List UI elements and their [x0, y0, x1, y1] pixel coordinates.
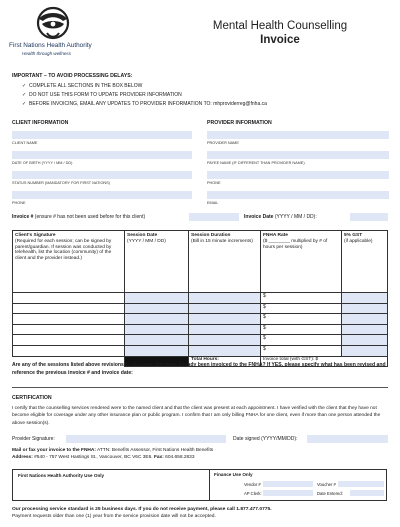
rate-cell[interactable]: $	[261, 303, 342, 314]
duration-cell[interactable]	[189, 314, 261, 325]
dob-label: DATE OF BIRTH (YYYY / MM / DD)	[12, 161, 73, 165]
important-item-text: BEFORE INVOICING, EMAIL ANY UPDATES TO PROVIDER INFORMATION TO: mhproviderreg@fnha.ca	[29, 101, 267, 107]
signature-cell[interactable]	[13, 345, 125, 356]
date-entered-field[interactable]	[350, 490, 384, 496]
vendor-label: Vendor #	[244, 482, 261, 487]
checkmark-icon: ✓	[22, 101, 27, 107]
date-cell[interactable]	[125, 345, 189, 356]
mail-line	[12, 447, 392, 454]
col-session-duration: Session Duration (Bill in 15 minute increments)	[189, 231, 261, 293]
mail-instructions	[12, 447, 392, 461]
date-cell[interactable]	[125, 335, 189, 346]
gst-cell[interactable]	[342, 314, 388, 325]
invoice-date-field[interactable]	[350, 213, 388, 221]
address-line	[12, 454, 392, 461]
signature-cell[interactable]	[13, 293, 125, 304]
org-tagline: Health through wellness	[22, 51, 72, 56]
col-fnha-rate: FNHA Rate ($ ________ multiplied by # of hours per session)	[261, 231, 342, 293]
finance-use-heading: Finance Use Only	[214, 472, 253, 477]
provider-phone-label: PHONE	[207, 181, 221, 185]
org-name: First Nations Health Authority	[9, 42, 92, 49]
important-item	[22, 92, 182, 98]
revisions-answer-line[interactable]	[12, 380, 388, 388]
duration-cell[interactable]	[189, 303, 261, 314]
table-header-row	[13, 231, 388, 293]
dob-field[interactable]	[12, 151, 192, 159]
ap-clerk-label: AP Clerk:	[244, 491, 262, 496]
certification-text: I certify that the counselling services rendered were to the named client and that the client was present at each appointment. I have verified with the client that they have not become eligible for coverage under any other insurance plan or public program. I confirm that I am only billing FNHA for one client, even if more than one person attended the above session(s).	[12, 406, 381, 426]
mail-line-bold: Mail or fax your invoice to the FNHA:	[12, 448, 96, 453]
fnha-use-heading: First Nations Health Authority Use Only	[18, 473, 105, 478]
invoice-date-label: Invoice Date (YYYY / MM / DD):	[244, 214, 317, 220]
important-item	[22, 101, 267, 107]
payee-name-field[interactable]	[207, 151, 389, 159]
gst-cell[interactable]	[342, 335, 388, 346]
duration-cell[interactable]	[189, 324, 261, 335]
total-hours-label: Total Hours:	[189, 356, 261, 367]
invoice-number-field[interactable]	[189, 213, 239, 221]
table-row	[13, 303, 388, 314]
invoice-number-label: Invoice # (ensure # has not been used before for this client)	[12, 214, 146, 220]
ap-clerk-field[interactable]	[263, 490, 313, 496]
important-item	[22, 83, 142, 89]
rate-cell[interactable]: $	[261, 324, 342, 335]
form-subtitle: Invoice	[260, 34, 300, 46]
signature-cell[interactable]	[13, 303, 125, 314]
important-heading: IMPORTANT – TO AVOID PROCESSING DELAYS:	[12, 73, 133, 79]
status-number-field[interactable]	[12, 171, 192, 179]
important-item-text: COMPLETE ALL SECTIONS IN THE BOX BELOW	[29, 83, 143, 89]
duration-cell[interactable]	[189, 335, 261, 346]
checkmark-icon: ✓	[22, 83, 27, 89]
date-cell[interactable]	[125, 324, 189, 335]
table-row	[13, 293, 388, 304]
provider-info-heading: PROVIDER INFORMATION	[207, 120, 272, 126]
table-row	[13, 335, 388, 346]
client-info-heading: CLIENT INFORMATION	[12, 120, 69, 126]
client-phone-field[interactable]	[12, 191, 192, 199]
gst-cell[interactable]	[342, 345, 388, 356]
footer-line-1: Our processing service standard is 25 business days. If you do not receive payment, please call 1.877.477.0775.	[12, 507, 272, 512]
rate-cell[interactable]: $	[261, 314, 342, 325]
invoice-number-note-visible: (ensure # has not been used before for this client)	[34, 214, 146, 220]
important-item-text: DO NOT USE THIS FORM TO UPDATE PROVIDER INFORMATION	[29, 92, 182, 98]
form-title: Mental Health Counselling	[212, 20, 348, 32]
table-row	[13, 324, 388, 335]
date-signed-label: Date signed (YYYY/MM/DD):	[233, 436, 298, 442]
provider-email-field[interactable]	[207, 191, 389, 199]
provider-signature-field[interactable]	[66, 435, 226, 443]
col-client-signature: Client's Signature (Required for each session; can be signed by parent/guardian. If session was conducted by telehealth, list the location (community) of the client and the provider instead.)	[13, 231, 125, 293]
provider-name-label: PROVIDER NAME	[207, 141, 239, 145]
col-session-date: Session Date (YYYY / MM / DD)	[125, 231, 189, 293]
mail-line-rest: ATTN: Benefits Assessor, First Nations Health Benefits	[95, 448, 214, 453]
signature-cell[interactable]	[13, 335, 125, 346]
provider-signature-label: Provider Signature:	[12, 436, 55, 442]
invoice-total-label: Invoice total (with GST): $	[263, 356, 319, 362]
gst-cell[interactable]	[342, 324, 388, 335]
date-signed-field[interactable]	[307, 435, 388, 443]
fnha-logo	[30, 6, 76, 44]
certification-heading: CERTIFICATION	[12, 395, 52, 401]
status-number-label: STATUS NUMBER (MANDATORY FOR FIRST NATIONS)	[12, 181, 110, 185]
provider-email-label: EMAIL	[207, 201, 219, 205]
voucher-field[interactable]	[338, 481, 384, 487]
sessions-table	[12, 230, 388, 367]
table-row	[13, 314, 388, 325]
col-gst: 5% GST (if applicable)	[342, 231, 388, 293]
payee-name-label: PAYEE NAME (IF DIFFERENT THAN PROVIDER NAME)	[207, 161, 305, 165]
voucher-label: Voucher #	[317, 482, 336, 487]
address-value: #540 - 757 West Hastings St., Vancouver, BC V6C 3E6.	[32, 455, 153, 461]
rate-cell[interactable]: $	[261, 345, 342, 356]
provider-name-field[interactable]	[207, 131, 389, 139]
rate-cell[interactable]: $	[261, 335, 342, 346]
date-cell[interactable]	[125, 293, 189, 304]
date-entered-label: Date Entered:	[317, 491, 343, 496]
vendor-field[interactable]	[263, 481, 313, 487]
duration-cell[interactable]	[189, 293, 261, 304]
revisions-question: Are any of the sessions listed above revisions to sessions that have already been invoiced to the FNHA? If YES, please specify what has been revised and reference the previous invoice # and invoice date:	[12, 362, 386, 376]
checkmark-icon: ✓	[22, 92, 27, 98]
gst-cell[interactable]	[342, 303, 388, 314]
gst-cell[interactable]	[342, 293, 388, 304]
date-cell[interactable]	[125, 314, 189, 325]
duration-cell[interactable]	[189, 345, 261, 356]
signature-cell[interactable]	[13, 324, 125, 335]
client-phone-label: PHONE	[12, 201, 26, 205]
address-label: Address:	[12, 455, 33, 461]
date-cell[interactable]	[125, 303, 189, 314]
office-divider	[209, 469, 210, 501]
footer-line-2: Payment requests older than one (1) year from the service provision date will not be accepted.	[12, 514, 216, 520]
client-name-label: CLIENT NAME	[12, 141, 38, 145]
client-name-field[interactable]	[12, 131, 192, 139]
signature-cell[interactable]	[13, 314, 125, 325]
provider-phone-field[interactable]	[207, 171, 389, 179]
fax-value: 604.658.2833	[163, 455, 195, 461]
fax-label: Fax:	[153, 455, 164, 461]
rate-cell[interactable]: $	[261, 293, 342, 304]
footer	[12, 506, 396, 521]
table-row	[13, 345, 388, 356]
